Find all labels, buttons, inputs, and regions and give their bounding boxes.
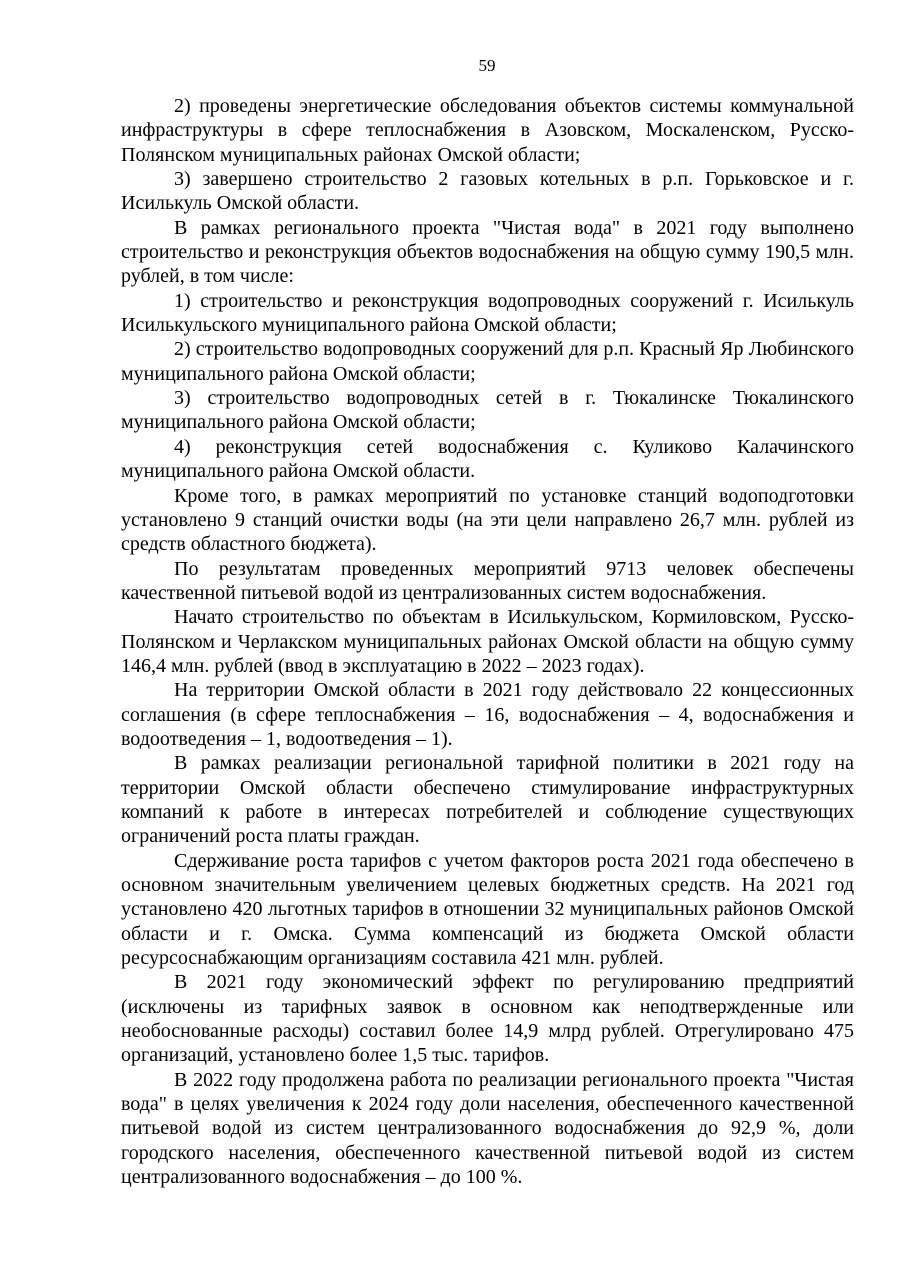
paragraph: 2) строительство водопроводных сооружений для р.п. Красный Яр Любинского муниципального района Омской области; [121,338,854,385]
paragraph: 2) проведены энергетические обследования объектов системы коммунальной инфраструктуры в сфере теплоснабжения в Азовском, Москаленском, Русско-Полянском муниципальных районах Омской области; [121,95,854,166]
paragraph: В рамках регионального проекта "Чистая вода" в 2021 году выполнено строительство и реконструкция объектов водоснабжения на общую сумму 190,5 млн. рублей, в том числе: [121,216,854,288]
paragraph: 3) завершено строительство 2 газовых котельных в р.п. Горьковское и г. Исилькуль Омской области. [121,168,854,215]
paragraph: На территории Омской области в 2021 году действовало 22 концессионных соглашения (в сфере теплоснабжения – 16, водоснабжения – 4, водоснабжения и водоотведения – 1, водоотведения – 1). [121,679,854,750]
paragraph: 4) реконструкция сетей водоснабжения с. Куликово Калачинского муниципального района Омской области. [121,435,854,483]
paragraph: В рамках реализации региональной тарифной политики в 2021 году на территории Омской области обеспечено стимулирование инфраструктурных компаний к работе в интересах потребителей и соблюдение существующих ограничений роста платы граждан. [121,752,854,848]
paragraph: В 2022 году продолжена работа по реализации регионального проекта "Чистая вода" в целях увеличения к 2024 году доли населения, обеспеченного качественной питьевой водой из систем централизованного водоснабжения до 92,9 %, доли городского населения, обеспеченного качественной питьевой водой из систем централизованного водоснабжения – до 100 %. [121,1068,854,1189]
paragraph: 3) строительство водопроводных сетей в г. Тюкалинске Тюкалинского муниципального района Омской области; [121,387,854,434]
paragraph: В 2021 году экономический эффект по регулированию предприятий (исключены из тарифных заявок в основном как неподтвержденные или необоснованные расходы) составил более 14,9 млрд рублей. Отрегулировано 475 организаций, установлено более 1,5 тыс. тарифов. [121,971,854,1067]
paragraph: По результатам проведенных мероприятий 9713 человек обеспечены качественной питьевой водой из централизованных систем водоснабжения. [121,557,854,604]
paragraph: 1) строительство и реконструкция водопроводных сооружений г. Исилькуль Исилькульского муниципального района Омской области; [121,289,854,337]
document-body [121,94,854,1189]
paragraph: Сдерживание роста тарифов с учетом факторов роста 2021 года обеспечено в основном значительным увеличением целевых бюджетных средств. На 2021 год установлено 420 льготных тарифов в отношении 32 муниципальных районов Омской области и г. Омска. Сумма компенсаций из бюджета Омской области ресурсоснабжающим организациям составила 421 млн. рублей. [121,849,854,970]
paragraph: Кроме того, в рамках мероприятий по установке станций водоподготовки установлено 9 станций очистки воды (на эти цели направлено 26,7 млн. рублей из средств областного бюджета). [121,484,854,556]
paragraph: Начато строительство по объектам в Исилькульском, Кормиловском, Русско-Полянском и Черлакском муниципальных районах Омской области на общую сумму 146,4 млн. рублей (ввод в эксплуатацию в 2022 – 2023 годах). [121,606,854,677]
page-number: 59 [478,56,496,75]
